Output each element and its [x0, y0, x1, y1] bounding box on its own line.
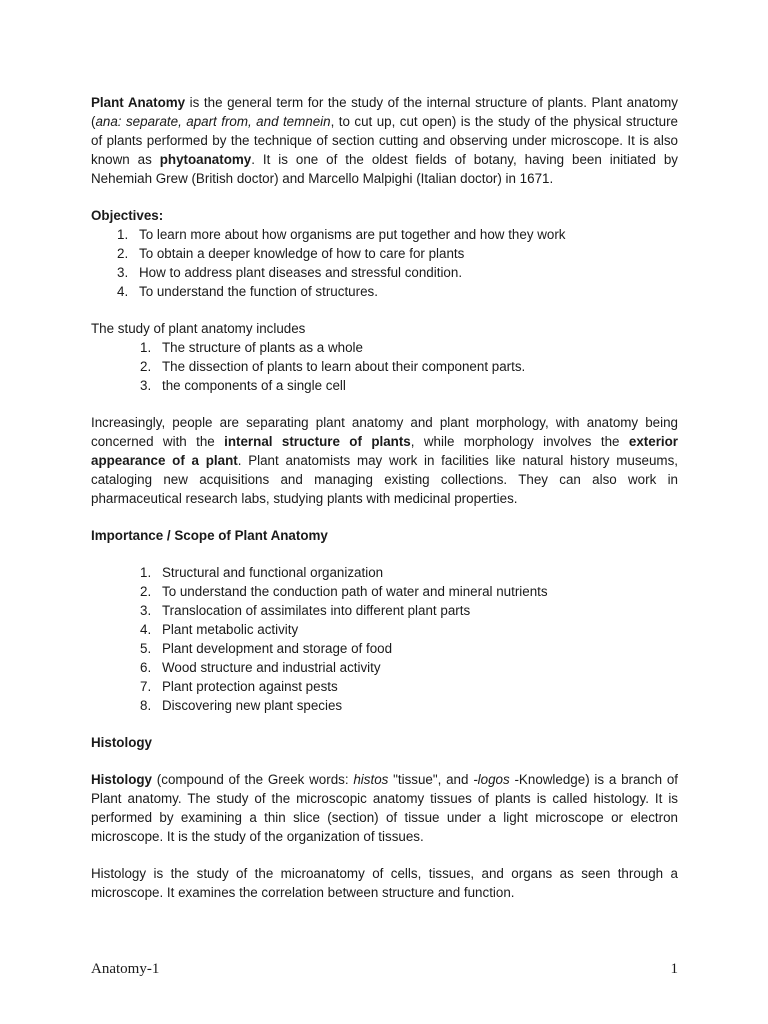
includes-intro: The study of plant anatomy includes — [91, 321, 306, 336]
histology-paragraph-2: Histology is the study of the microanatomy of cells, tissues, and organs as seen through a microscope. It examines the correlation between structure and function. — [91, 866, 678, 900]
intro-paragraph: Plant Anatomy is the general term for the study of the internal structure of plants. Plant anatomy (ana: separate, apart from, and temnein, to cut up, cut open) is the study of the physical structure of plants performed by the technique of section cutting and observing under microscope. It is also known as phytoanatomy. It is one of the oldest fields of botany, having been initiated by Nehemiah Grew (British doctor) and Marcello Malpighi (Italian doctor) in 1671. — [91, 95, 678, 186]
morphology-paragraph: Increasingly, people are separating plant anatomy and plant morphology, with anatomy being concerned with the internal structure of plants, while morphology involves the exterior appearance of a plant. Plant anatomists may work in facilities like natural history museums, cataloging new acquisitions and managing existing collections. They can also work in pharmaceutical research labs, studying plants with medicinal properties. — [91, 415, 679, 506]
list-item: 4. To understand the function of structures. — [117, 284, 378, 299]
histology-heading: Histology — [91, 735, 153, 750]
term-logos: -logos — [473, 772, 510, 787]
term-internal-structure: internal structure of plants — [224, 434, 411, 449]
list-item: 1. Structural and functional organization — [140, 565, 384, 580]
etymology-italic: ana: separate, apart from, and temnein — [95, 114, 331, 129]
document-body — [91, 93, 678, 902]
importance-heading: Importance / Scope of Plant Anatomy — [91, 528, 328, 543]
list-item: 3. Translocation of assimilates into different plant parts — [140, 603, 471, 618]
page-footer — [91, 960, 678, 979]
list-item: 2. To obtain a deeper knowledge of how to care for plants — [117, 246, 465, 261]
importance-list — [91, 563, 678, 715]
term-phytoanatomy: phytoanatomy — [159, 152, 252, 167]
histology-paragraph-1: Histology (compound of the Greek words: histos "tissue", and -logos -Knowledge) is a branch of Plant anatomy. The study of the microscopic anatomy tissues of plants is called histology. It is performed by examining a thin slice (section) of tissue under a light microscope or electron microscope. It is the study of the organization of tissues. — [91, 772, 678, 844]
list-item: 6. Wood structure and industrial activity — [140, 660, 381, 675]
list-item: 3. How to address plant diseases and stressful condition. — [117, 265, 463, 280]
list-item: 8. Discovering new plant species — [140, 698, 343, 713]
list-item: 7. Plant protection against pests — [140, 679, 338, 694]
objectives-heading: Objectives: — [91, 208, 164, 223]
includes-list — [91, 338, 678, 395]
list-item: 5. Plant development and storage of food — [140, 641, 393, 656]
list-item: 2. The dissection of plants to learn about their component parts. — [140, 359, 526, 374]
list-item: 2. To understand the conduction path of water and mineral nutrients — [140, 584, 548, 599]
term-histology: Histology — [91, 772, 153, 787]
list-item: 3. the components of a single cell — [140, 378, 346, 393]
objectives-list — [91, 225, 678, 301]
term-exterior-appearance: exterior appearance of a plant — [91, 434, 679, 468]
list-item: 1. To learn more about how organisms are put together and how they work — [117, 227, 566, 242]
list-item: 1. The structure of plants as a whole — [140, 340, 363, 355]
footer-title: Anatomy-1 — [91, 961, 160, 977]
term-histos: histos — [353, 772, 389, 787]
page-number: 1 — [670, 961, 678, 977]
list-item: 4. Plant metabolic activity — [140, 622, 299, 637]
term-plant-anatomy: Plant Anatomy — [91, 95, 186, 110]
